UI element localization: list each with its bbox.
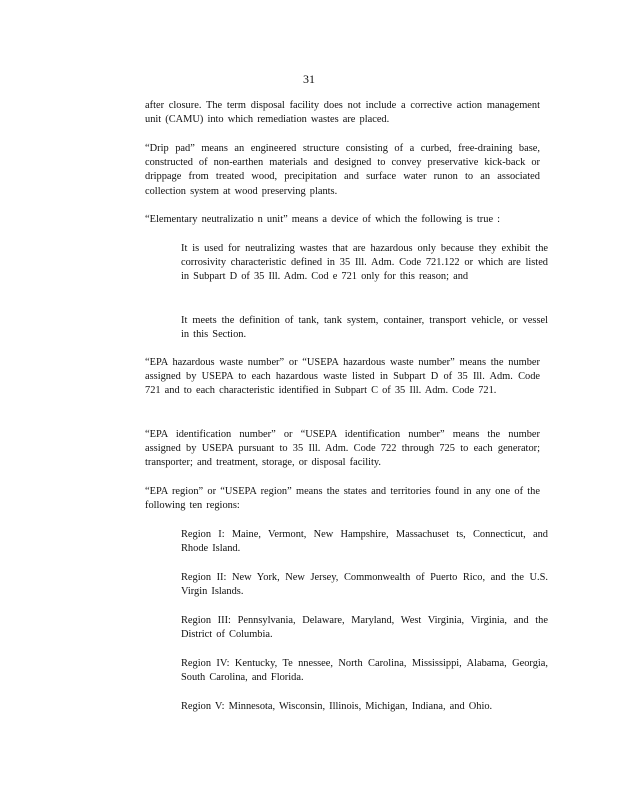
paragraph-region-4: Region IV: Kentucky, Te nnessee, North Carolina, Mississippi, Alabama, Georgia, South Carolina, and Florida.: [181, 658, 548, 684]
paragraph-epa-identification-number-definition: “EPA identification number” or “USEPA identification number” means the number assigned by USEPA pursuant to 35 Ill. Adm. Code 722 through 725 to each generator; transporter; and treatment, storage, or disposal facility.: [145, 429, 540, 469]
paragraph-epa-region-definition: “EPA region” or “USEPA region” means the states and territories found in any one of the following ten regions:: [145, 486, 540, 512]
paragraph-elementary-neutralization-unit-definition: “Elementary neutralizatio n unit” means a device of which the following is true :: [145, 214, 501, 225]
paragraph-region-5: Region V: Minnesota, Wisconsin, Illinois, Michigan, Indiana, and Ohio.: [181, 701, 493, 712]
page-number: 31: [303, 72, 315, 86]
paragraph-drip-pad-definition: “Drip pad” means an engineered structure consisting of a curbed, free-draining base, constructed of non-earthen materials and designed to convey preservative kick-back or drippage from treated wood, precipitation and surface water runon to an associated collection system at wood preserving plants.: [145, 143, 540, 197]
paragraph-epa-hazardous-waste-number-definition: “EPA hazardous waste number” or “USEPA hazardous waste number” means the number assigned by USEPA to each hazardous waste listed in Subpart D of 35 Ill. Adm. Code 721 and to each characteristic identified in Subpart C of 35 Ill. Adm. Code 721.: [145, 357, 540, 397]
paragraph-region-3: Region III: Pennsylvania, Delaware, Maryland, West Virginia, Virginia, and the District of Columbia.: [181, 615, 548, 641]
paragraph-neutralization-criterion-1: It is used for neutralizing wastes that are hazardous only because they exhibit the corrosivity characteristic defined in 35 Ill. Adm. Code 721.122 or which are listed in Subpart D of 35 Ill. Adm. Cod e 721 only for this reason; and: [181, 243, 548, 283]
paragraph-region-2: Region II: New York, New Jersey, Commonwealth of Puerto Rico, and the U.S. Virgin Islands.: [181, 572, 548, 598]
paragraph-disposal-facility-continued: after closure. The term disposal facility does not include a corrective action management unit (CAMU) into which remediation wastes are placed.: [145, 100, 540, 126]
paragraph-neutralization-criterion-2: It meets the definition of tank, tank system, container, transport vehicle, or vessel in this Section.: [181, 315, 548, 341]
paragraph-region-1: Region I: Maine, Vermont, New Hampshire, Massachuset ts, Connecticut, and Rhode Island.: [181, 529, 548, 555]
